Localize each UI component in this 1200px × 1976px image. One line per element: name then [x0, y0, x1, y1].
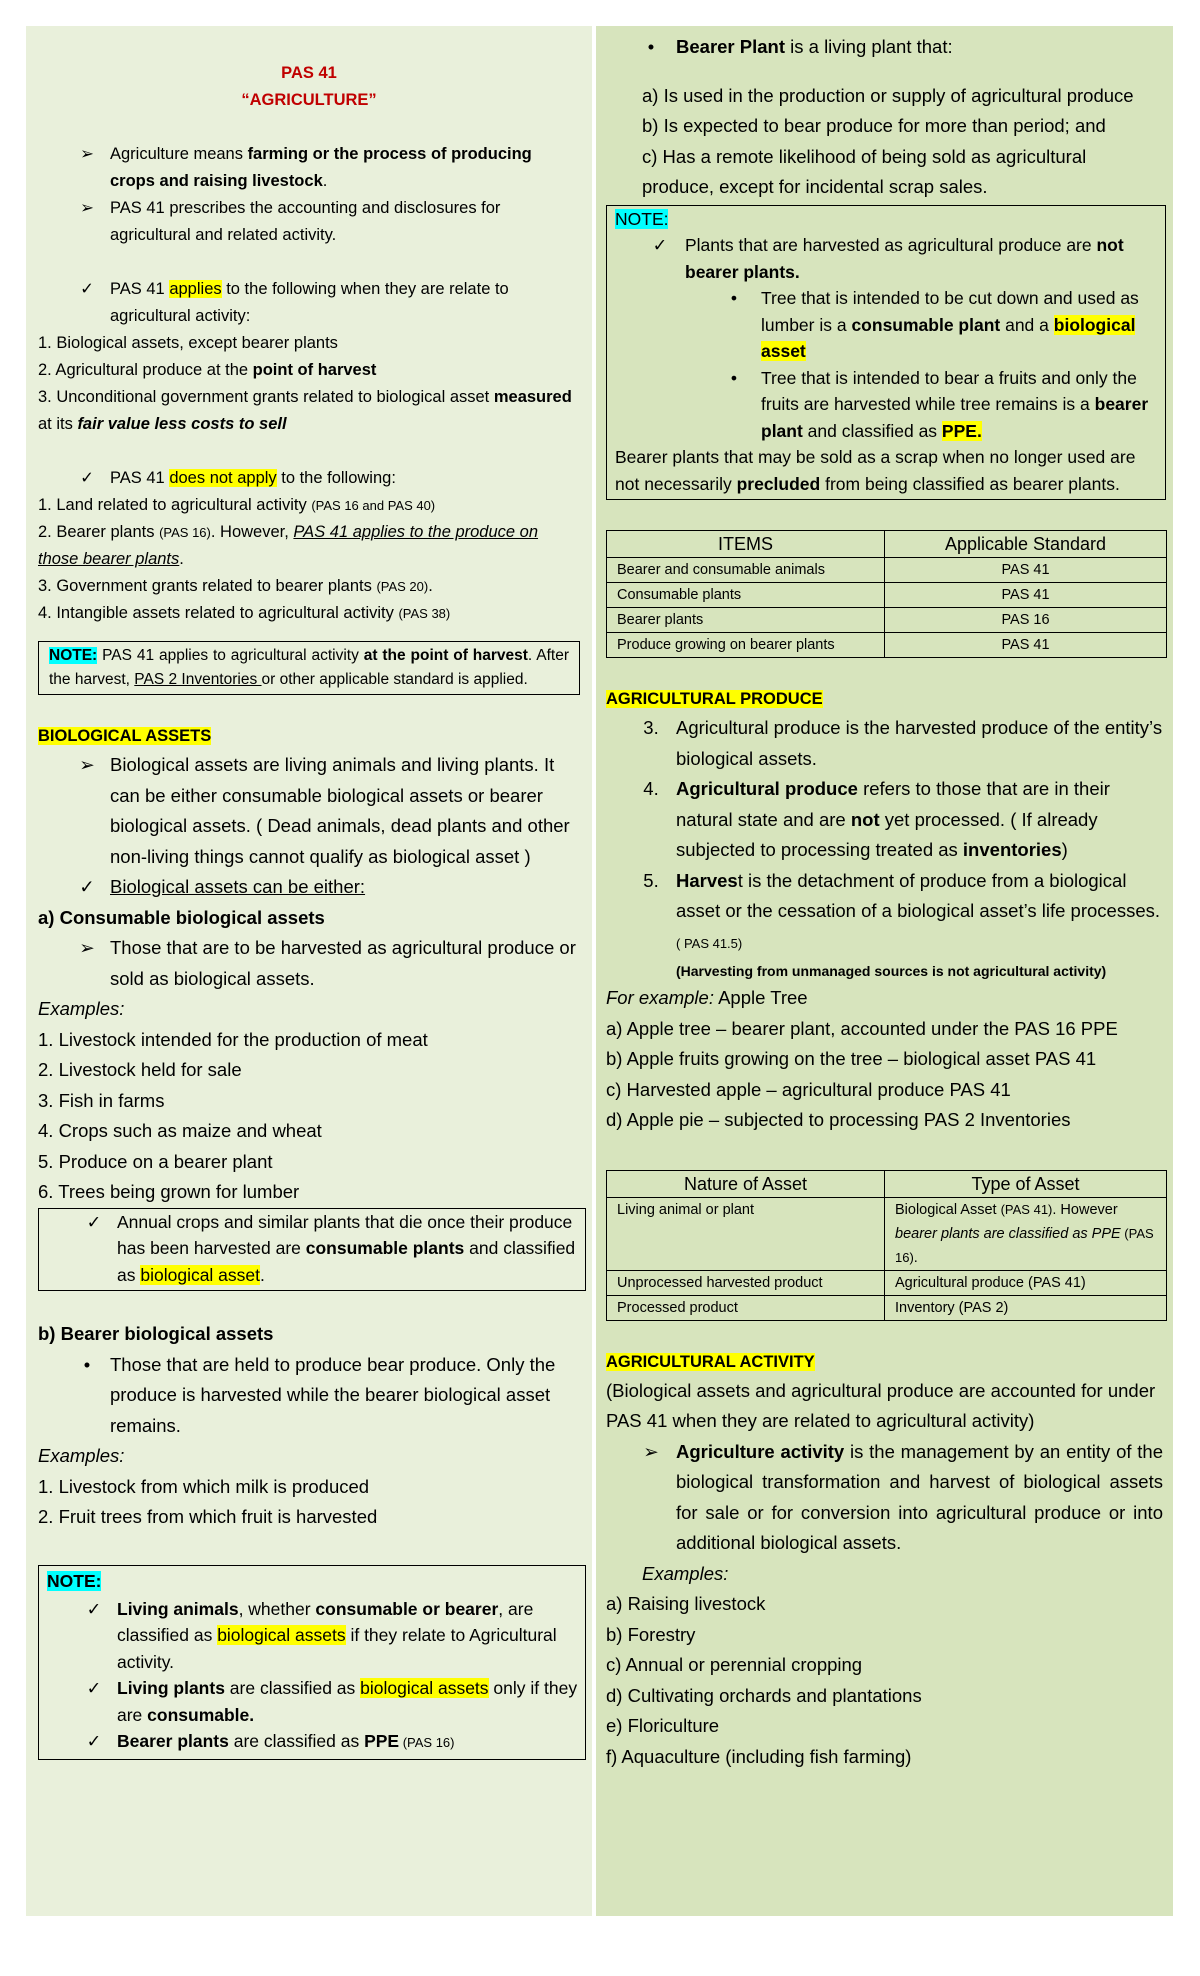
table-cell: PAS 41 [885, 583, 1167, 608]
table-cell: Inventory (PAS 2) [885, 1295, 1167, 1320]
table-row [607, 1295, 1167, 1320]
produce-item-3: 3. Agricultural produce is the harvested produce of the entity’s biological assets. [643, 717, 1163, 769]
bearer-example: 1. Livestock from which milk is produced [38, 1475, 370, 1497]
table-header-row [607, 531, 1167, 558]
bio-def-bullet: ➢ Biological assets are living animals and living plants. It can be either consumable biological assets or bearer biological assets. ( Dead animals, dead plants and other non-living things cannot qualify as biological asset ) [38, 750, 580, 872]
table-row [607, 633, 1167, 658]
table-cell: PAS 16 [885, 608, 1167, 633]
checkmark-icon: ✓ [86, 1211, 102, 1232]
apple-example-label: For example: Apple Tree [606, 987, 808, 1008]
table-cell: Biological Asset (PAS 41). However bearer plants are classified as PPE (PAS 16). [885, 1197, 1167, 1270]
table-row [607, 1270, 1167, 1295]
table-row [607, 583, 1167, 608]
activity-example: f) Aquaculture (including fish farming) [606, 1745, 912, 1767]
left-column [26, 26, 592, 1916]
dot-bullet-icon: • [730, 288, 738, 308]
dot-bullet-icon: • [730, 367, 738, 388]
intro-bullet-2: ➢ PAS 41 prescribes the accounting and disclosures for agricultural and related activity. [38, 195, 580, 249]
checkmark-icon: ✓ [79, 876, 95, 897]
table-row [607, 558, 1167, 583]
harvest-note: (Harvesting from unmanaged sources is not agricultural activity) [676, 963, 1107, 979]
bearer-def-bullet: • Those that are held to produce bear produce. Only the produce is harvested while the bearer biological asset remains. [38, 1350, 580, 1442]
bearer-example: 2. Fruit trees from which fruit is harvested [38, 1506, 378, 1527]
table-cell: Processed product [607, 1295, 885, 1320]
agricultural-produce-heading: AGRICULTURAL PRODUCE [606, 690, 823, 708]
apple-example: d) Apple pie – subjected to processing PAS 2 Inventories [606, 1109, 1071, 1130]
activity-def-bullet: ➢ Agriculture activity is the management by an entity of the biological transformation and harvest of biological assets for sale or for conversion into agricultural produce or into additional biological assets. [606, 1437, 1163, 1559]
activity-example: b) Forestry [606, 1623, 696, 1645]
standards-table [606, 530, 1167, 658]
note-box-bearer-plants: NOTE: ✓ Plants that are harvested as agricultural produce are not bearer plants. • Tree that is intended to be cut down and used as lumber is a consumable plant and a biological asset • Tree that is intended to bear a fruits and only the fruits are harvested while tree remains is a bearer plant and classified as PPE. Bearer plants that may be sold as a scrap when no longer used are not necessarily precluded from being classified as bearer plants. [606, 205, 1166, 501]
table-header-row [607, 1170, 1167, 1197]
activity-example: d) Cultivating orchards and plantations [606, 1684, 922, 1706]
agricultural-activity-heading: AGRICULTURAL ACTIVITY [606, 1352, 815, 1371]
examples-label: Examples: [38, 998, 125, 1019]
apple-example: b) Apple fruits growing on the tree – biological asset PAS 41 [606, 1048, 1097, 1069]
arrow-bullet-icon: ➢ [79, 937, 95, 958]
checkmark-icon: ✓ [80, 280, 94, 298]
checkmark-icon: ✓ [86, 1678, 102, 1698]
examples-label: Examples: [38, 1445, 125, 1466]
arrow-bullet-icon: ➢ [79, 754, 95, 775]
activity-intro: (Biological assets and agricultural produce are accounted for under PAS 41 when they are related to agricultural activity) [606, 1379, 1156, 1431]
table-cell: Consumable plants [607, 583, 885, 608]
activity-examples-label: Examples: [642, 1562, 729, 1584]
biological-assets-heading: BIOLOGICAL ASSETS [38, 727, 212, 745]
consumable-heading: a) Consumable biological assets [38, 906, 325, 928]
arrow-bullet-icon: ➢ [80, 145, 94, 163]
apple-example: c) Harvested apple – agricultural produce PAS 41 [606, 1078, 1011, 1100]
arrow-bullet-icon: ➢ [80, 199, 94, 217]
right-column [596, 26, 1173, 1916]
checkmark-icon: ✓ [86, 1598, 102, 1619]
table-row [607, 608, 1167, 633]
activity-example: a) Raising livestock [606, 1593, 766, 1614]
asset-type-table [606, 1170, 1167, 1321]
dot-bullet-icon: • [83, 1353, 91, 1375]
note-box-classification: NOTE: ✓ Living animals, whether consumable or bearer, are classified as biological assets if they relate to Agricultural activity. ✓ Living plants are classified as biological assets only if they are consumable. ✓ Bearer plants are classified as PPE (PAS 16) [38, 1565, 586, 1760]
arrow-bullet-icon: ➢ [643, 1440, 659, 1462]
table-cell: Bearer plants [607, 608, 885, 633]
bearer-heading: b) Bearer biological assets [38, 1323, 274, 1344]
consumable-def-bullet: ➢ Those that are to be harvested as agricultural produce or sold as biological assets. [38, 933, 580, 994]
bio-either-bullet: ✓ Biological assets can be either: [38, 872, 580, 903]
not-apply-item-4: 4. Intangible assets related to agricultural activity (PAS 38) [38, 604, 451, 622]
activity-example: e) Floriculture [606, 1715, 720, 1736]
consumable-example: 4. Crops such as maize and wheat [38, 1120, 322, 1141]
intro-bullet-1: ➢ Agriculture means farming or the process of producing crops and raising livestock. [38, 141, 580, 195]
dot-bullet-icon: • [647, 36, 655, 57]
table-cell: PAS 41 [885, 558, 1167, 583]
page-subtitle: “AGRICULTURE” [241, 91, 377, 109]
not-apply-item-3: 3. Government grants related to bearer plants (PAS 20). [38, 577, 433, 595]
consumable-example: 2. Livestock held for sale [38, 1059, 242, 1080]
not-apply-heading: ✓ PAS 41 does not apply to the following: [38, 465, 580, 492]
produce-item-5: 5. Harvest is the detachment of produce from a biological asset or the cessation of a biological asset’s life processes. ( PAS 41.5) [643, 869, 1160, 951]
not-apply-item-1: 1. Land related to agricultural activity (PAS 16 and PAS 40) [38, 496, 436, 514]
table-cell: Produce growing on bearer plants [607, 633, 885, 658]
applies-item-2: 2. Agricultural produce at the point of harvest [38, 361, 377, 379]
not-apply-item-2: 2. Bearer plants (PAS 16). However, PAS 41 applies to the produce on those bearer plants. [38, 523, 539, 568]
table-cell: Living animal or plant [607, 1197, 885, 1270]
consumable-example: 6. Trees being grown for lumber [38, 1181, 300, 1202]
activity-example: c) Annual or perennial cropping [606, 1654, 863, 1675]
bearer-plant-bullet: • Bearer Plant is a living plant that: [606, 32, 1163, 63]
table-header: Applicable Standard [885, 531, 1167, 558]
consumable-example: 3. Fish in farms [38, 1089, 165, 1111]
consumable-example: 1. Livestock intended for the production of meat [38, 1028, 428, 1050]
note-box-harvest: NOTE: PAS 41 applies to agricultural activity at the point of harvest. After the harvest, PAS 2 Inventories or other applicable standard is applied. [38, 641, 580, 695]
note-box-annual-crops: ✓ Annual crops and similar plants that die once their produce has been harvested are consumable plants and classified as biological asset. [38, 1208, 586, 1292]
checkmark-icon: ✓ [86, 1731, 102, 1751]
apple-example: a) Apple tree – bearer plant, accounted under the PAS 16 PPE [606, 1017, 1118, 1039]
table-cell: Bearer and consumable animals [607, 558, 885, 583]
table-header: Type of Asset [885, 1170, 1167, 1197]
table-header: Nature of Asset [607, 1170, 885, 1197]
checkmark-icon: ✓ [652, 235, 668, 255]
table-cell: Unprocessed harvested product [607, 1270, 885, 1295]
bearer-plant-criteria: a) Is used in the production or supply of agricultural produce b) Is expected to bear produce for more than period; and c) Has a remote likelihood of being sold as agricultural produce, except for incidental scrap sales. [642, 84, 1134, 197]
table-header: ITEMS [607, 531, 885, 558]
table-cell: Agricultural produce (PAS 41) [885, 1270, 1167, 1295]
consumable-example: 5. Produce on a bearer plant [38, 1150, 273, 1172]
table-cell: PAS 41 [885, 633, 1167, 658]
page-title: PAS 41 [281, 64, 337, 82]
applies-item-1: 1. Biological assets, except bearer plants [38, 334, 338, 352]
applies-item-3: 3. Unconditional government grants related to biological asset measured at its fair value less costs to sell [38, 388, 572, 433]
applies-heading: ✓ PAS 41 applies to the following when they are relate to agricultural activity: [38, 276, 580, 330]
produce-item-4: 4. Agricultural produce refers to those that are in their natural state and are not yet processed. ( If already subjected to processing treated as inventories) [643, 778, 1110, 860]
table-row [607, 1197, 1167, 1270]
checkmark-icon: ✓ [80, 469, 94, 487]
